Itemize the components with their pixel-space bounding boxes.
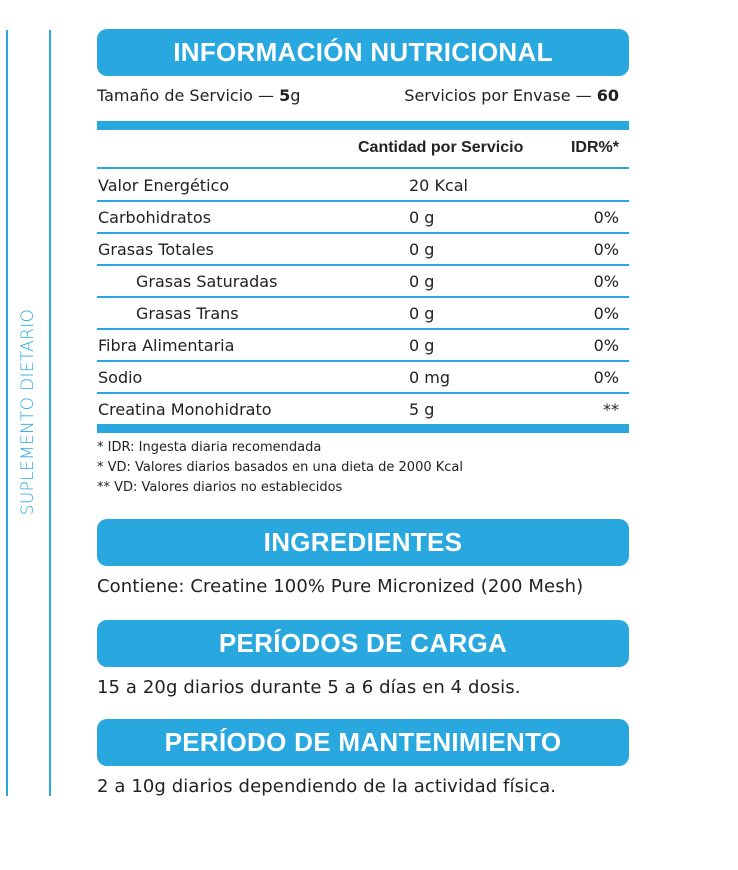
- table-row: [97, 394, 619, 424]
- row-pct: **: [603, 400, 619, 419]
- maintenance-text: 2 a 10g diarios dependiendo de la actividad física.: [97, 776, 557, 797]
- servings-label: Servicios por Envase —: [404, 86, 597, 105]
- table-row: [97, 362, 619, 392]
- table-row: [97, 234, 619, 264]
- footnote: ** VD: Valores diarios no establecidos: [97, 480, 343, 495]
- row-pct: 0%: [593, 336, 619, 355]
- row-amount: 0 g: [409, 240, 435, 259]
- serving-info: [97, 86, 619, 105]
- loading-title: PERÍODOS DE CARGA: [97, 620, 629, 667]
- row-name: Sodio: [98, 368, 143, 387]
- row-name: Grasas Trans: [136, 304, 239, 323]
- table-row: [97, 170, 619, 200]
- row-pct: 0%: [593, 368, 619, 387]
- serving-size-value: 5: [279, 86, 291, 105]
- right-border-line: [49, 30, 51, 796]
- side-label: SUPLEMENTO DIETARIO: [18, 308, 38, 516]
- serving-size-label: Tamaño de Servicio —: [97, 86, 280, 105]
- table-row: [97, 266, 619, 296]
- serving-size: [97, 86, 300, 105]
- header-divider: [97, 167, 629, 169]
- ingredients-text: Contiene: Creatine 100% Pure Micronized (200 Mesh): [97, 576, 584, 597]
- row-pct: 0%: [593, 208, 619, 227]
- row-pct: 0%: [593, 304, 619, 323]
- row-name: Creatina Monohidrato: [98, 400, 272, 419]
- row-amount: 0 mg: [409, 368, 451, 387]
- table-row: [97, 298, 619, 328]
- row-pct: 0%: [593, 240, 619, 259]
- serving-size-unit: g: [290, 86, 301, 105]
- row-amount: 0 g: [409, 208, 435, 227]
- row-name: Valor Energético: [98, 176, 230, 195]
- row-name: Grasas Totales: [98, 240, 214, 259]
- column-idr-header: IDR%*: [570, 139, 619, 156]
- loading-text: 15 a 20g diarios durante 5 a 6 días en 4 dosis.: [97, 677, 521, 698]
- row-pct: 0%: [593, 272, 619, 291]
- row-amount: 0 g: [409, 304, 435, 323]
- maintenance-title: PERÍODO DE MANTENIMIENTO: [97, 719, 629, 766]
- table-row: [97, 330, 619, 360]
- row-amount: 5 g: [409, 400, 435, 419]
- servings-per-container: [404, 86, 619, 105]
- footnote: * VD: Valores diarios basados en una dieta de 2000 Kcal: [97, 460, 463, 475]
- left-border-line: [6, 30, 8, 796]
- row-name: Grasas Saturadas: [136, 272, 278, 291]
- table-top-bar: [97, 121, 629, 130]
- row-name: Fibra Alimentaria: [98, 336, 235, 355]
- table-row: [97, 202, 619, 232]
- footnote: * IDR: Ingesta diaria recomendada: [97, 440, 322, 455]
- footnotes: [97, 438, 463, 498]
- table-header: [97, 133, 619, 165]
- column-amount-header: Cantidad por Servicio: [358, 139, 524, 156]
- row-name: Carbohidratos: [98, 208, 212, 227]
- ingredients-title: INGREDIENTES: [97, 519, 629, 566]
- nutrition-title: INFORMACIÓN NUTRICIONAL: [97, 29, 629, 76]
- row-amount: 0 g: [409, 272, 435, 291]
- row-amount: 20 Kcal: [409, 176, 468, 195]
- servings-value: 60: [596, 86, 619, 105]
- row-amount: 0 g: [409, 336, 435, 355]
- table-bottom-bar: [97, 424, 629, 433]
